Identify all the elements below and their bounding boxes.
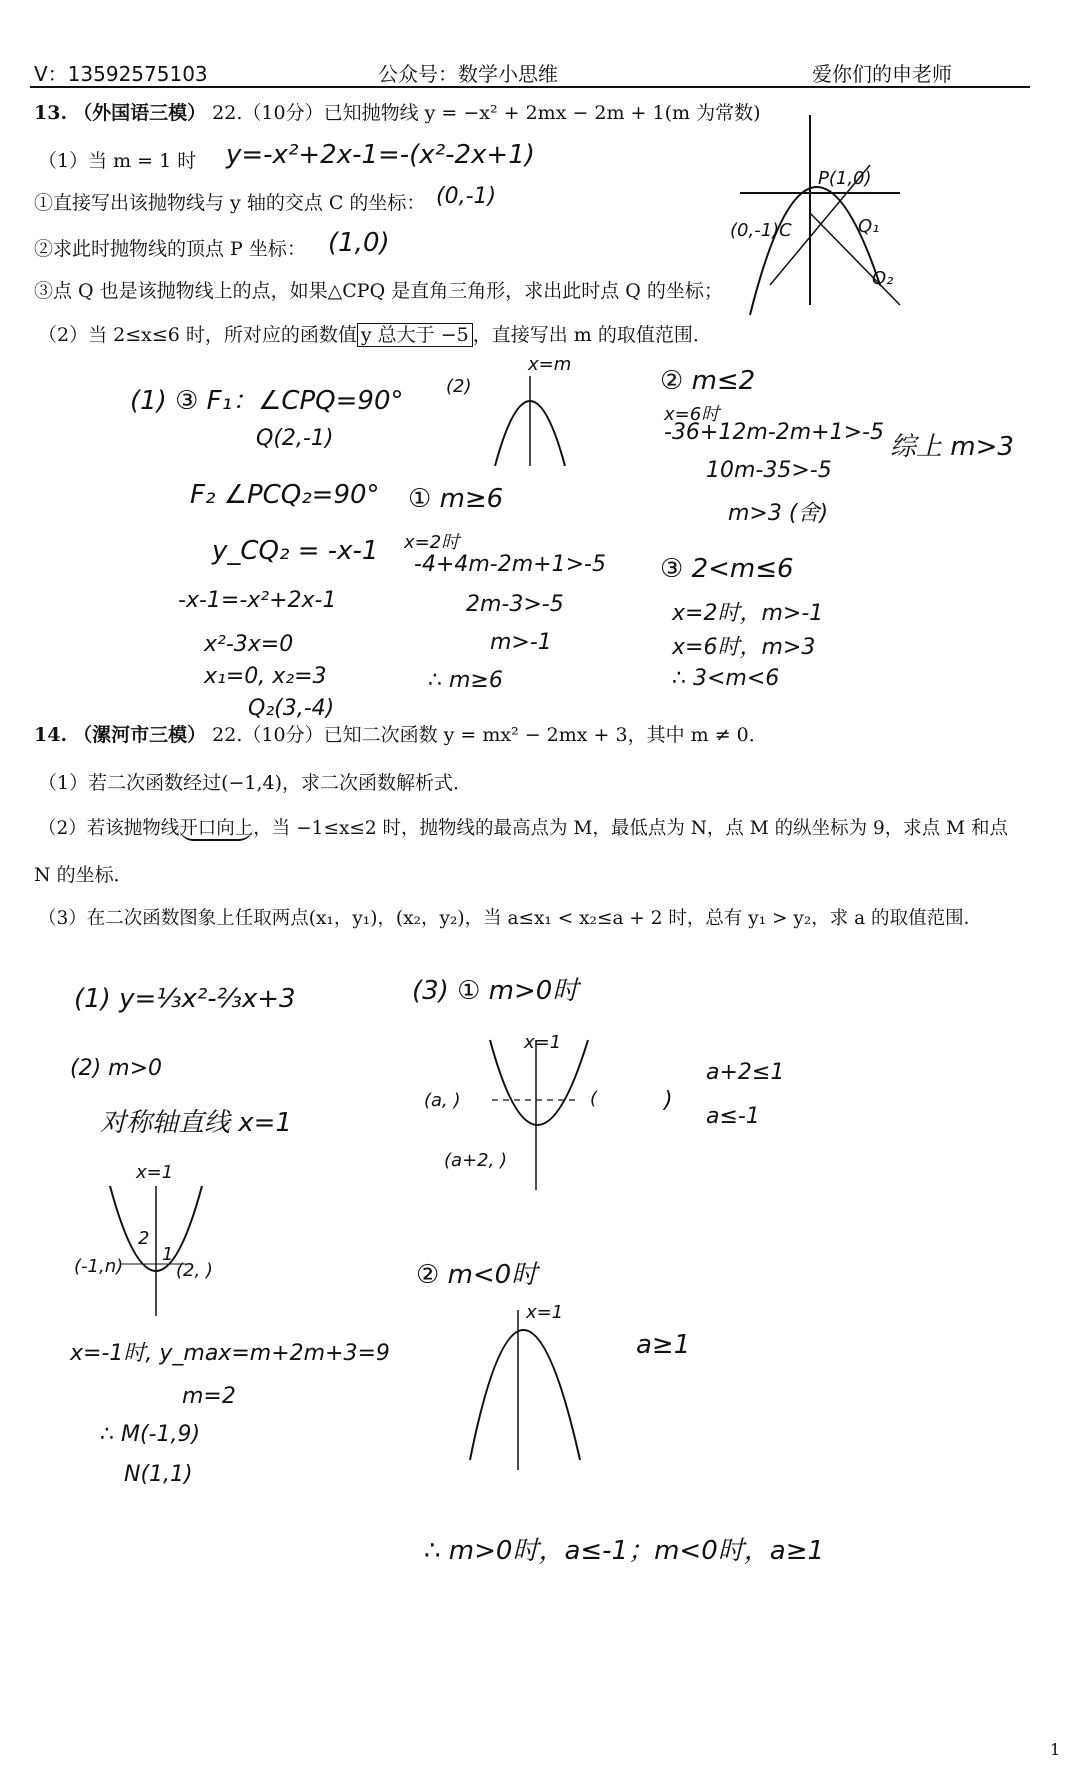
q13-sub2: ②求此时抛物线的顶点 P 坐标： (34, 238, 306, 260)
q13-hw-s8: Q₂(3,-4) (248, 696, 335, 721)
header-divider (30, 86, 1030, 88)
q13-hw-part2-label: (2) (446, 376, 472, 397)
q14-hw-b4: m=2 (182, 1384, 236, 1409)
q14-hw-c-paren2: ) (664, 1088, 673, 1113)
q14-hw-c-pb: (a+2, ) (444, 1150, 508, 1171)
q13-source: （外国语三模） (73, 102, 207, 124)
q14-mid-parabola-down (460, 1310, 600, 1470)
q14-hw-c1: (3) ① m>0时 (412, 976, 579, 1006)
q14-hw-d2: a≥1 (636, 1330, 691, 1360)
q13-hw-axis-xm: x=m (528, 354, 572, 375)
q14-part2-a: （2）若该抛物线 (38, 818, 180, 839)
q14-part2 (38, 814, 1008, 840)
q13-hw-s6: x²-3x=0 (204, 632, 294, 657)
q13-fig-c: (0,-1)C (730, 220, 792, 241)
q13-part2-pre: （2）当 2≤x≤6 时，所对应的函数值 (38, 324, 357, 346)
q13-part2-box: y 总大于 −5 (357, 323, 473, 347)
q13-hw-e4: ∴ 3<m<6 (672, 666, 780, 691)
q14-hw-b-one: 1 (162, 1244, 174, 1265)
q14-hw-b5: ∴ M(-1,9) (100, 1422, 201, 1447)
q13-hw-expand: y=-x²+2x-1=-(x²-2x+1) (226, 140, 535, 170)
q14-part2-underline: 开口向上 (179, 818, 254, 839)
q14-hw-c-pa: (a, ) (424, 1090, 461, 1111)
q13-middle-parabola (490, 376, 590, 476)
q14-part3: （3）在二次函数图象上任取两点(x₁，y₁)，(x₂，y₂)，当 a≤x₁ < x₂≤a + 2 时，总有 y₁ > y₂，求 a 的取值范围． (38, 908, 983, 929)
q14-hw-b2: 对称轴直线 x=1 (100, 1108, 292, 1138)
q13-hw-c6: ∴ m≥6 (428, 668, 503, 693)
header-official-account: 公众号：数学小思维 (378, 62, 558, 86)
q14-part2-c: N 的坐标． (34, 864, 133, 886)
q13-hw-c4: 2m-3>-5 (466, 592, 564, 617)
q13-fig-q2: Q₂ (872, 268, 894, 289)
q14-hw-final: ∴ m>0时，a≤-1；m<0时，a≥1 (424, 1536, 825, 1566)
q13-hw-c1: ① m≥6 (408, 484, 504, 514)
q14-hw-b-two: 2 (138, 1228, 150, 1249)
q14-hw-b-axis: x=1 (136, 1162, 174, 1183)
q14-hw-b6: N(1,1) (124, 1462, 193, 1487)
q13-hw-d2: x=6时 (664, 404, 720, 425)
q13-part2 (38, 320, 712, 347)
q14-part1: （1）若二次函数经过(−1,4)，求二次函数解析式． (38, 772, 473, 794)
q14-number: 14. (34, 724, 68, 746)
q13-title: 22.（10分）已知抛物线 y = −x² + 2mx − 2m + 1(m 为常数) (212, 102, 761, 124)
q13-hw-s5: -x-1=-x²+2x-1 (178, 588, 337, 613)
q13-hw-d1: ② m≤2 (660, 366, 756, 396)
q13-sub1: ①直接写出该抛物线与 y 轴的交点 C 的坐标： (34, 192, 426, 214)
q13-hw-final: 综上 m>3 (890, 432, 1014, 462)
q13-hw-s2: Q(2,-1) (256, 426, 334, 451)
q13-hw-c5: m>-1 (490, 630, 552, 655)
q14-heading (34, 720, 768, 747)
q13-hw-e1: ③ 2<m≤6 (660, 554, 794, 584)
q13-fig-q1: Q₁ (858, 216, 880, 237)
q13-hw-s4: y_CQ₂ = -x-1 (212, 536, 379, 566)
q14-hw-c-axis: x=1 (524, 1032, 562, 1053)
q14-hw-a1: (1) y=⅓x²-⅔x+3 (74, 984, 296, 1014)
q13-hw-s3: F₂ ∠PCQ₂=90° (190, 480, 380, 510)
q13-hw-c3: -4+4m-2m+1>-5 (414, 552, 606, 577)
q14-hw-b-pt2: (2, ) (176, 1260, 213, 1281)
q13-fig-p: P(1,0) (818, 168, 872, 189)
q14-title: 22.（10分）已知二次函数 y = mx² − 2mx + 3，其中 m ≠ 0． (212, 724, 768, 746)
q14-hw-b1: (2) m>0 (70, 1056, 163, 1081)
q13-hw-e2: x=2时，m>-1 (672, 601, 824, 626)
q14-hw-c3: a≤-1 (706, 1104, 760, 1129)
q14-hw-d-axis: x=1 (526, 1302, 564, 1323)
q14-hw-d1: ② m<0时 (416, 1260, 538, 1290)
q13-hw-d5: m>3 (舍) (728, 501, 829, 526)
q13-hw-s1: (1) ③ F₁：∠CPQ=90° (130, 386, 404, 416)
header-teacher: 爱你们的申老师 (812, 62, 952, 86)
header-contact: V：13592575103 (34, 62, 208, 86)
q13-hw-ans-p: (1,0) (328, 228, 390, 258)
q14-hw-c-paren: ( (590, 1088, 598, 1109)
q13-sub3: ③点 Q 也是该抛物线上的点，如果△CPQ 是直角三角形，求出此时点 Q 的坐标； (34, 280, 723, 302)
q13-hw-d3: -36+12m-2m+1>-5 (664, 420, 884, 445)
q13-hw-d4: 10m-35>-5 (706, 458, 832, 483)
q13-hw-s7: x₁=0, x₂=3 (204, 664, 327, 689)
q13-hw-c2: x=2时 (404, 532, 460, 553)
q13-hw-e3: x=6时，m>3 (672, 635, 816, 660)
q14-hw-b-pt1: (-1,n) (74, 1256, 124, 1277)
q13-number: 13. (34, 102, 68, 124)
q13-hw-ans-c: (0,-1) (436, 184, 497, 209)
q14-hw-b3: x=-1时, y_max=m+2m+3=9 (70, 1341, 390, 1366)
q13-heading (34, 98, 760, 125)
q14-hw-c2: a+2≤1 (706, 1060, 785, 1085)
page-number: 1 (1050, 1740, 1061, 1759)
q14-part2-b: ，当 −1≤x≤2 时，抛物线的最高点为 M，最低点为 N，点 M 的纵坐标为 9，求点 M 和点 (253, 818, 1008, 839)
q14-source: （漯河市三模） (73, 724, 207, 746)
q13-part1: （1）当 m = 1 时 (38, 150, 197, 172)
q13-part2-post: ，直接写出 m 的取值范围． (472, 324, 712, 346)
